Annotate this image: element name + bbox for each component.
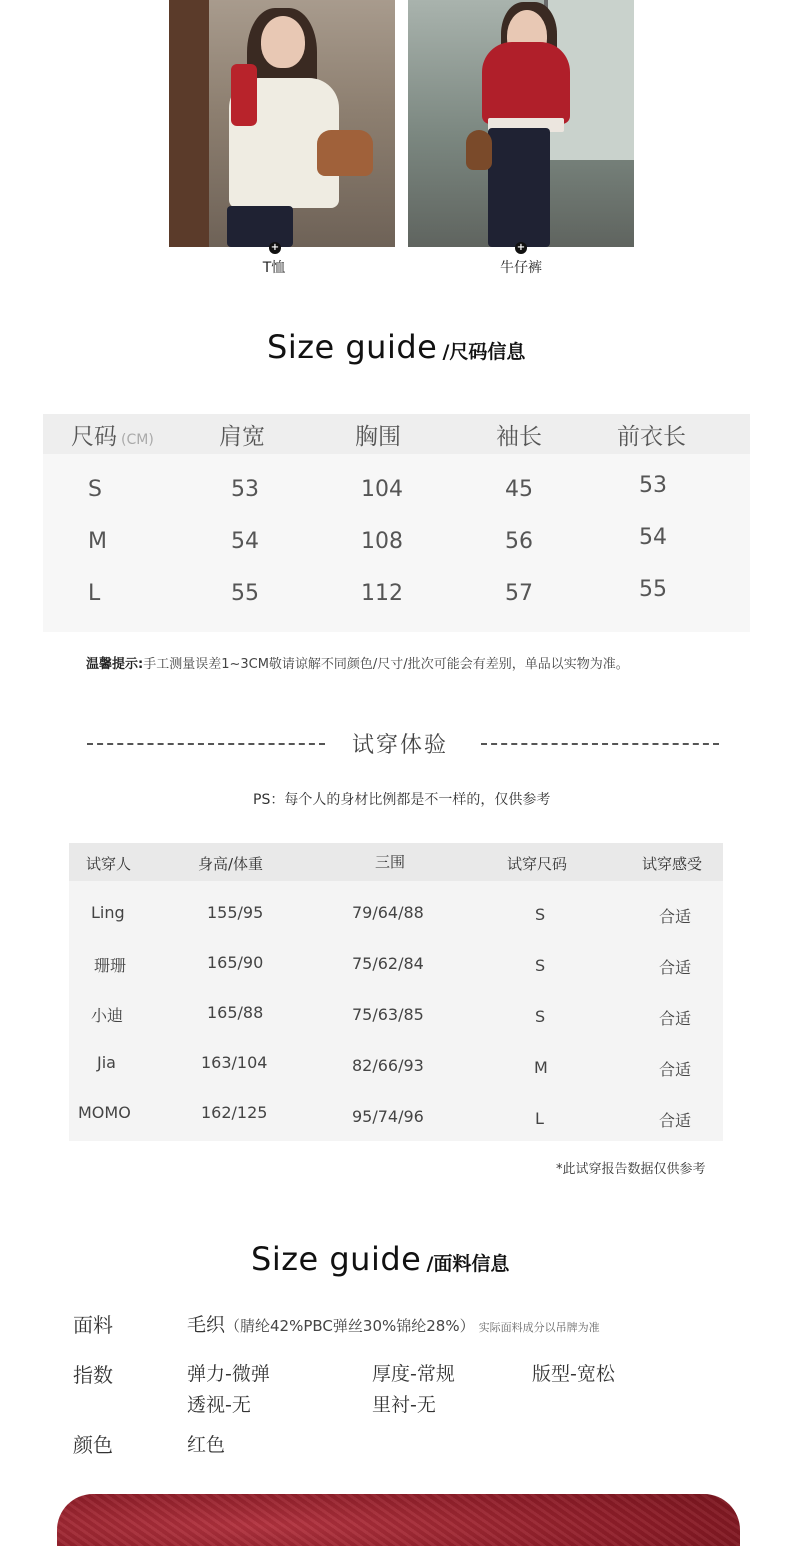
cell-sleeve: 57 [505,581,533,606]
plus-icon: + [270,242,280,253]
cell-height-weight: 165/90 [207,953,264,972]
tip-text: 手工测量误差1~3CM敬请谅解不同颜色/尺寸/批次可能会有差别，单品以实物为准。 [143,657,629,672]
model-jeans [488,128,550,247]
model-sweater [482,42,570,124]
fabric-elasticity: 弹力-微弹 [187,1363,270,1385]
handbag [466,130,492,170]
cell-feeling: 合适 [659,1060,692,1079]
tryon-title: 试穿体验 [352,733,449,758]
outfit-photo-tshirt [169,0,395,247]
fabric-color-value: 红色 [187,1434,226,1456]
outfit-photo-jeans [408,0,634,247]
tip-label: 温馨提示: [86,657,144,672]
cell-measurements: 95/74/96 [352,1107,424,1126]
cell-front-length: 55 [639,577,667,602]
cell-chest: 112 [361,581,403,606]
cell-tryon-size: S [535,1007,546,1026]
cell-shoulder: 54 [231,529,259,554]
fabric-material-label: 面料 [73,1313,113,1337]
header-size [71,418,154,451]
cell-feeling: 合适 [659,1111,692,1130]
fabric-color-label: 颜色 [73,1433,113,1457]
cell-feeling: 合适 [659,907,692,926]
header-size-label: 尺码 [71,424,117,450]
cell-person: MOMO [78,1103,131,1122]
header-shoulder: 肩宽 [219,424,265,450]
cell-sleeve: 56 [505,529,533,554]
header-measurements: 三围 [375,853,406,871]
fabric-fit: 版型-宽松 [532,1363,615,1385]
cell-measurements: 75/62/84 [352,954,424,973]
divider-right [481,743,719,745]
cell-size: L [88,581,101,606]
fabric-subtitle: /面料信息 [426,1253,510,1275]
cell-size: S [88,477,102,502]
fabric-swatch-image [57,1494,740,1546]
cell-chest: 108 [361,529,403,554]
tryon-table [69,843,723,1141]
fabric-thickness: 厚度-常规 [372,1363,455,1385]
size-table [43,414,750,632]
cell-feeling: 合适 [659,958,692,977]
header-chest: 胸围 [355,424,401,450]
cell-sleeve: 45 [505,477,533,502]
model-pants [227,206,293,247]
divider-left [87,743,325,745]
size-guide-title: Size guide [267,328,438,366]
cell-height-weight: 163/104 [201,1053,268,1072]
fabric-heading [251,1240,509,1278]
header-sleeve: 袖长 [496,424,542,450]
cell-chest: 104 [361,477,403,502]
cell-tryon-size: S [535,905,546,924]
cell-person: Ling [91,903,125,922]
size-guide-subtitle: /尺码信息 [442,341,526,363]
cell-height-weight: 155/95 [207,903,264,922]
cell-front-length: 53 [639,473,667,498]
cell-height-weight: 165/88 [207,1003,264,1022]
header-tryon-size: 试穿尺码 [507,855,568,873]
cell-measurements: 79/64/88 [352,903,424,922]
cell-height-weight: 162/125 [201,1103,268,1122]
handbag [317,130,373,176]
cell-feeling: 合适 [659,1009,692,1028]
size-guide-heading [267,328,525,366]
header-unit: (CM) [121,432,154,448]
material-note: 实际面料成分以吊牌为准 [478,1321,600,1334]
material-name: 毛织 [187,1314,226,1336]
red-garment [231,64,257,126]
cell-front-length: 54 [639,525,667,550]
cell-tryon-size: L [535,1109,544,1128]
tryon-report-note: *此试穿报告数据仅供参考 [556,1162,706,1177]
cell-tryon-size: M [534,1058,548,1077]
cell-shoulder: 55 [231,581,259,606]
plus-icon: + [516,242,526,253]
tryon-ps-note: PS：每个人的身材比例都是不一样的，仅供参考 [253,792,551,808]
cell-person: 珊珊 [94,956,127,975]
fabric-lining: 里衬-无 [372,1394,436,1416]
cell-shoulder: 53 [231,477,259,502]
cell-measurements: 75/63/85 [352,1005,424,1024]
cell-tryon-size: S [535,956,546,975]
fabric-title: Size guide [251,1240,422,1278]
fabric-texture [57,1494,740,1546]
material-composition: （腈纶42%PBC弹丝30%锦纶28%） [225,1317,475,1335]
caption-tshirt: T恤 [262,260,286,276]
header-feeling: 试穿感受 [642,855,703,873]
cell-person: 小迪 [91,1006,124,1025]
cell-size: M [88,529,107,554]
caption-jeans: 牛仔裤 [500,260,542,276]
header-person: 试穿人 [86,855,132,873]
cell-measurements: 82/66/93 [352,1056,424,1075]
model-head [261,16,305,68]
fabric-transparency: 透视-无 [187,1394,251,1416]
header-front-length: 前衣长 [617,424,686,450]
cell-person: Jia [97,1053,116,1072]
header-height-weight: 身高/体重 [198,855,264,873]
photo-wall [169,0,209,247]
measurement-tip [86,653,629,672]
fabric-index-label: 指数 [73,1363,113,1387]
fabric-material-value [187,1310,600,1337]
